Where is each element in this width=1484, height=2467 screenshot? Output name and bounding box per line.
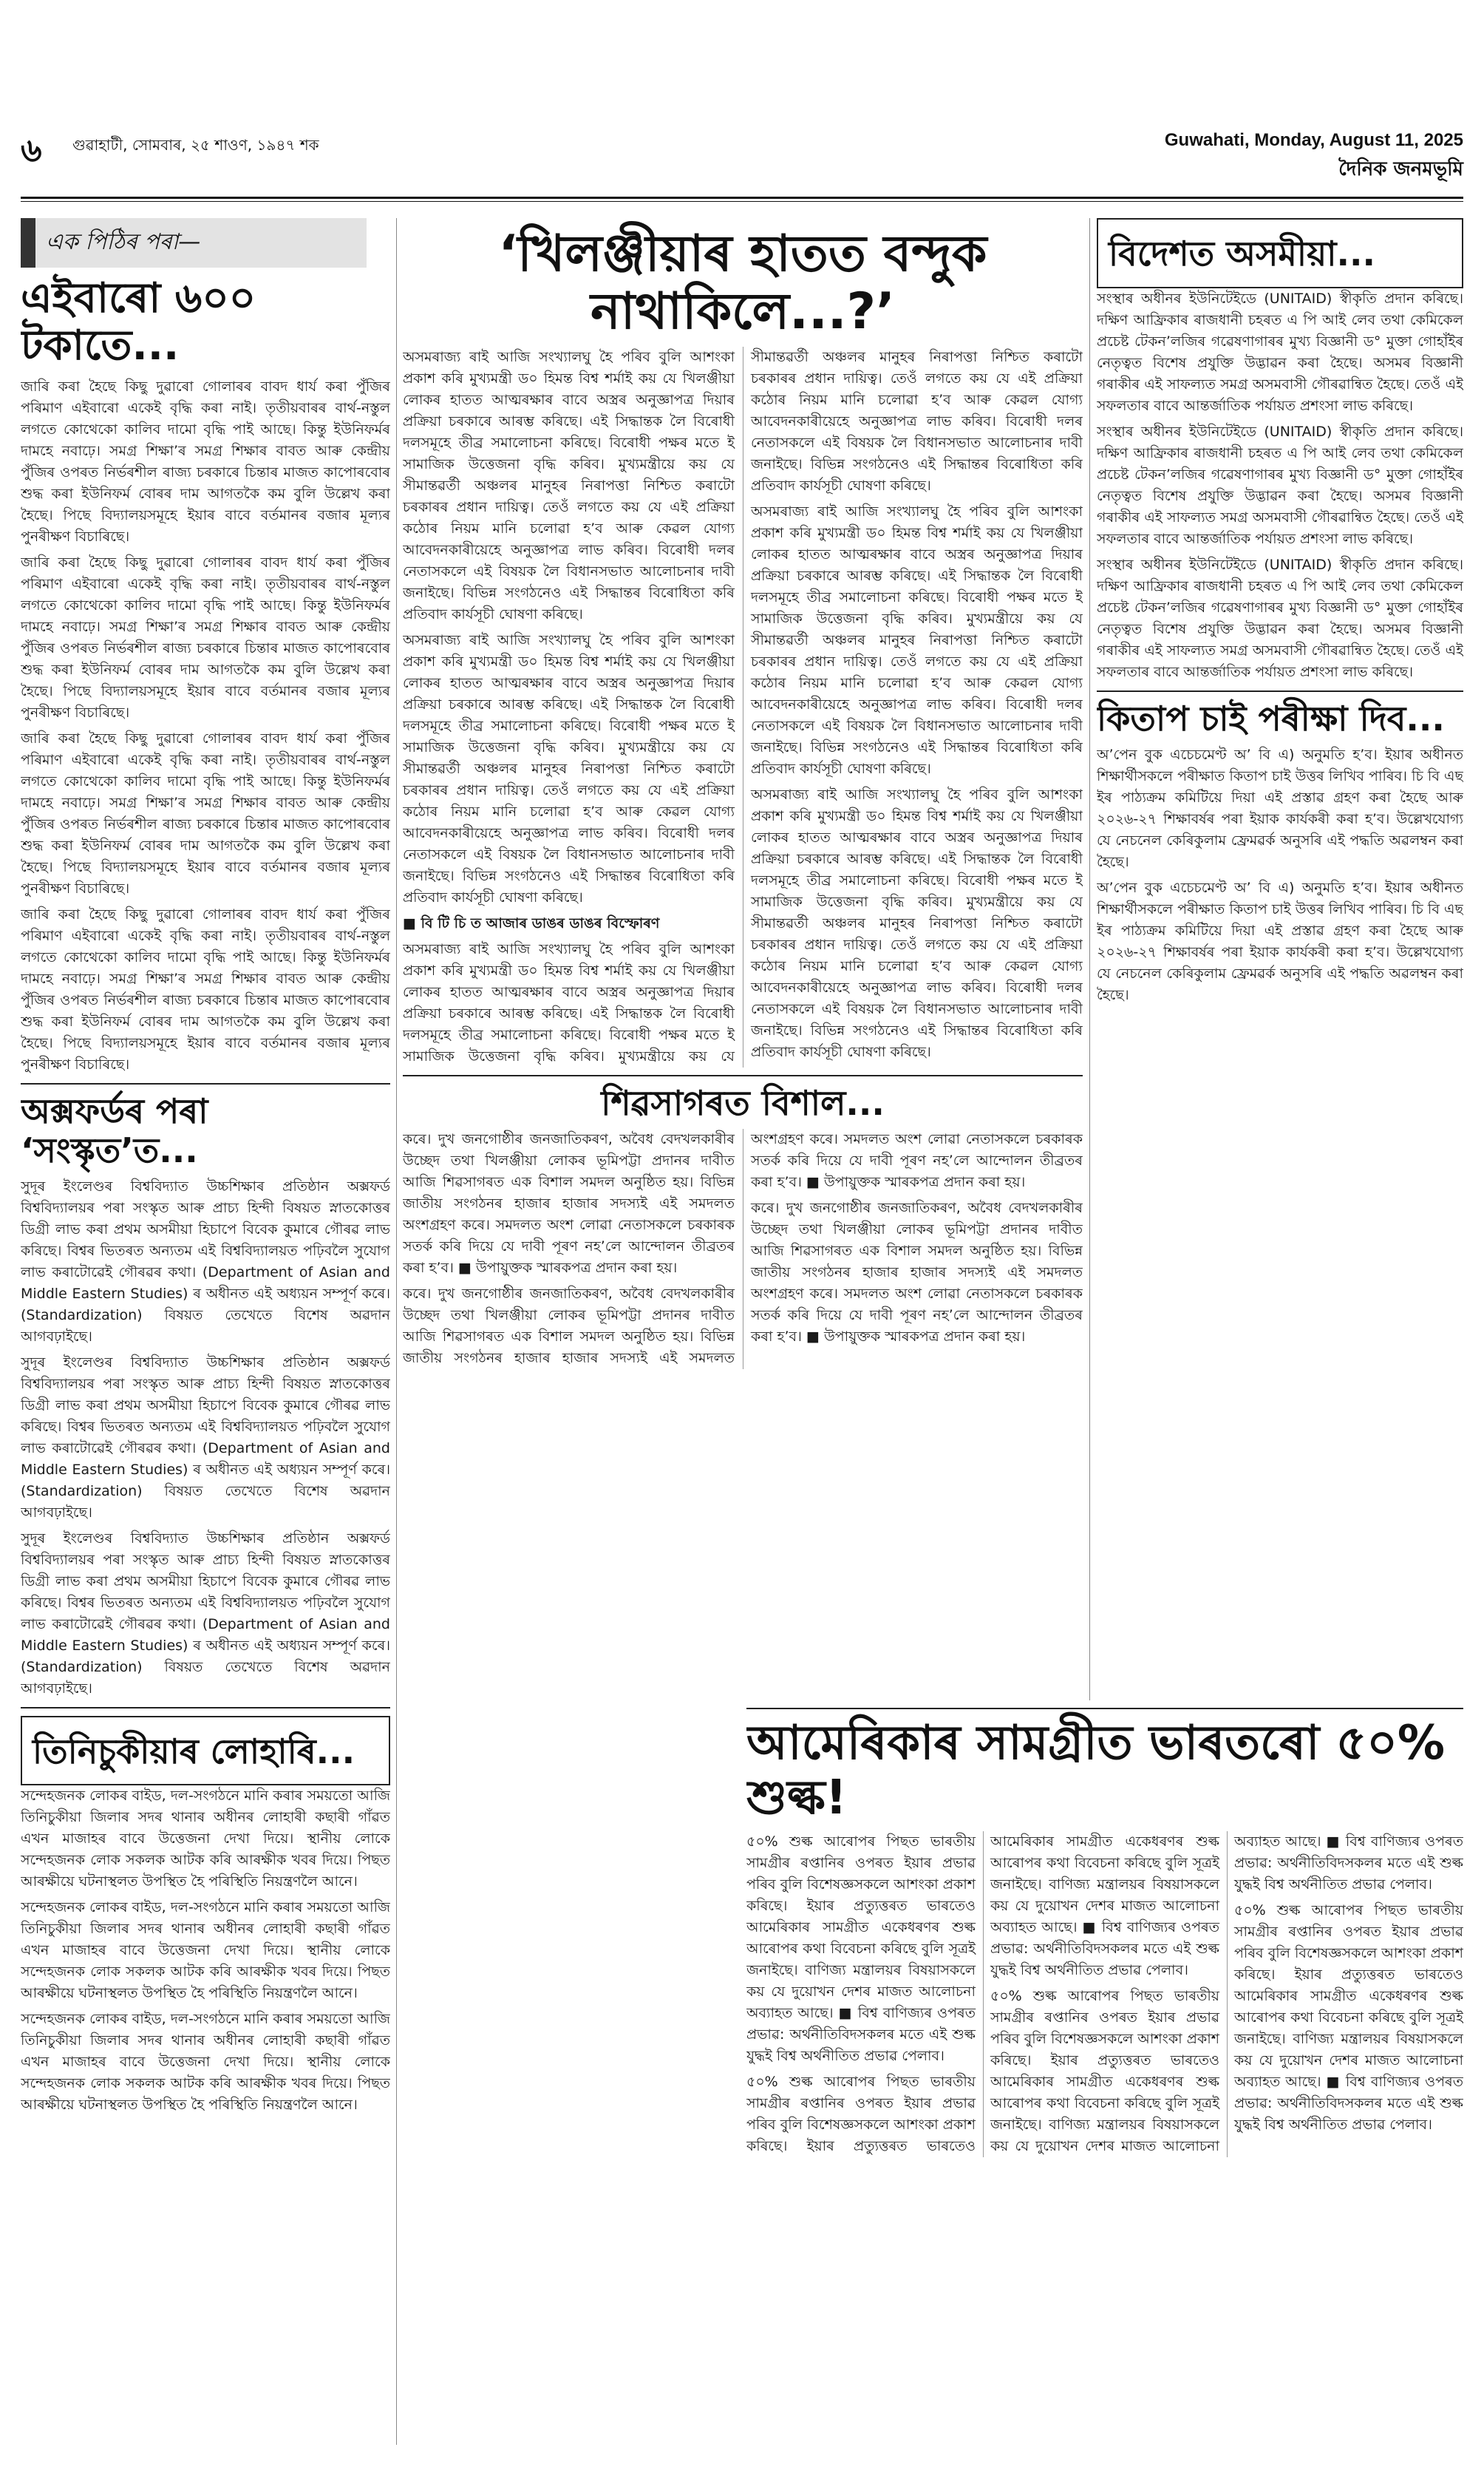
story-subhead: ■ বি টি চি ত আজাৰ ডাঙৰ ডাঙৰ বিস্ফোৰণ [403,915,660,932]
story-body: সন্দেহজনক লোকৰ বাইড, দল-সংগঠনে মানি কৰাৰ সময়তো আজি তিনিচুকীয়া জিলাৰ সদৰ থানাৰ অধীনৰ লোহাৰী কছাৰী গাঁৱত এখন মাজাহৰ বাবে উত্তেজনা দেখা দিয়ে। স্থানীয় লোকে সন্দেহজনক লোক সকলক আটক কৰি আৰক্ষীক খবৰ দিয়ে। পিছত আৰক্ষীয়ে ঘটনাস্থলত উপস্থিত হৈ পৰিস্থিতি নিয়ন্ত্ৰণলৈ আনে। [21,2011,390,2114]
story-box [1097,218,1463,288]
story-body: জাৰি কৰা হৈছে কিছু দুৱাৰো গোলাৰৰ বাবদ ধাৰ্য কৰা পুঁজিৰ পৰিমাণ এইবাৰো একেই বৃদ্ধি কৰা নাই। তৃতীয়বাৰৰ বাৰ্থ-নস্তুল লগতে কোথেকো কালিব দামো বৃদ্ধি পাই আছে। কিন্তু ইউনিফৰ্মৰ দামহে নবাঢ়ে। সমগ্ৰ শিক্ষা’ৰ সমগ্ৰ শিক্ষাৰ বাবত আৰু কেন্দ্ৰীয় পুঁজিৰ ওপৰত নিৰ্ভৰশীল ৰাজ্য চৰকাৰে চিন্তাৰ মাজত কাপোৰবোৰ শুদ্ধ কৰা ইউনিফৰ্ম বোৰৰ দাম আগতকৈ কম বুলি উল্লেখ কৰা হৈছে। পিছে বিদ্যালয়সমূহে ইয়াৰ বাবে বৰ্তমানৰ বজাৰ মূল্যৰ পুনৰীক্ষণ বিচাৰিছে। [21,906,390,1073]
story-headline: আমেৰিকাৰ সামগ্ৰীত ভাৰতৰো ৫০% শুল্ক! [746,1716,1445,1825]
story-separator [403,1075,1083,1076]
story-headline: কিতাপ চাই পৰীক্ষা দিব... [1097,698,1445,739]
header-rule [21,197,1463,199]
story-body: ৫০% শুল্ক আৰোপৰ পিছত ভাৰতীয় সামগ্ৰীৰ ৰপ্তানিৰ ওপৰত ইয়াৰ প্ৰভাৱ পৰিব বুলি বিশেষজ্ঞসকলে আশংকা প্ৰকাশ কৰিছে। ইয়াৰ প্ৰত্যুত্তৰত ভাৰতেও আমেৰিকাৰ সামগ্ৰীত একেধৰণৰ শুল্ক আৰোপৰ কথা বিবেচনা কৰিছে বুলি সূত্ৰই জনাইছে। বাণিজ্য মন্ত্ৰালয়ৰ বিষয়াসকলে কয় যে দুয়োখন দেশৰ মাজত আলোচনা অব্যাহত আছে। ■ বিশ্ব বাণিজ্যৰ ওপৰত প্ৰভাৱ: অৰ্থনীতিবিদসকলৰ মতে এই শুল্ক যুদ্ধই বিশ্ব অৰ্থনীতিত প্ৰভাৱ পেলাব। [746,1833,1219,2155]
story-body: অসমৰাজ্য ৰাই আজি সংখ্যালঘু হৈ পৰিব বুলি আশংকা প্ৰকাশ কৰি মুখ্যমন্ত্ৰী ড০ হিমন্ত বিশ্ব শৰ্মাই কয় যে খিলঞ্জীয়া লোকৰ হাতত আত্মৰক্ষাৰ বাবে অস্ত্ৰৰ অনুজ্ঞাপত্ৰ দিয়াৰ প্ৰক্ৰিয়া চৰকাৰে আৰম্ভ কৰিছে। এই সিদ্ধান্তক লৈ বিৰোধী দলসমূহে তীব্ৰ সমালোচনা কৰিছে। বিৰোধী পক্ষৰ মতে ই সামাজিক উত্তেজনা বৃদ্ধি কৰিব। মুখ্যমন্ত্ৰীয়ে কয় যে সীমান্তৱৰ্তী অঞ্চলৰ মানুহৰ নিৰাপত্তা নিশ্চিত কৰাটো চৰকাৰৰ প্ৰধান দায়িত্ব। তেওঁ লগতে কয় যে এই প্ৰক্ৰিয়া কঠোৰ নিয়ম মানি চলোৱা হ’ব আৰু কেৱল যোগ্য আবেদনকাৰীয়েহে অনুজ্ঞাপত্ৰ লাভ কৰিব। বিৰোধী দলৰ নেতাসকলে এই বিষয়ক লৈ বিধানসভাত আলোচনাৰ দাবী জনাইছে। বিভিন্ন সংগঠনেও এই সিদ্ধান্তৰ বিৰোধিতা কৰি প্ৰতিবাদ কাৰ্যসূচী ঘোষণা কৰিছে। [403,632,735,906]
story-body: ৫০% শুল্ক আৰোপৰ পিছত ভাৰতীয় সামগ্ৰীৰ ৰপ্তানিৰ ওপৰত ইয়াৰ প্ৰভাৱ পৰিব বুলি বিশেষজ্ঞসকলে আশংকা প্ৰকাশ কৰিছে। ইয়াৰ প্ৰত্যুত্তৰত ভাৰতেও আমেৰিকাৰ সামগ্ৰীত একেধৰণৰ শুল্ক আৰোপৰ কথা বিবেচনা কৰিছে বুলি সূত্ৰই জনাইছে। বাণিজ্য মন্ত্ৰালয়ৰ বিষয়াসকলে কয় যে দুয়োখন দেশৰ মাজত আলোচনা অব্যাহত আছে। ■ বিশ্ব বাণিজ্যৰ ওপৰত প্ৰভাৱ: অৰ্থনীতিবিদসকলৰ মতে এই শুল্ক যুদ্ধই বিশ্ব অৰ্থনীতিত প্ৰভাৱ পেলাব। [746,1833,976,2065]
story-body: জাৰি কৰা হৈছে কিছু দুৱাৰো গোলাৰৰ বাবদ ধাৰ্য কৰা পুঁজিৰ পৰিমাণ এইবাৰো একেই বৃদ্ধি কৰা নাই। তৃতীয়বাৰৰ বাৰ্থ-নস্তুল লগতে কোথেকো কালিব দামো বৃদ্ধি পাই আছে। কিন্তু ইউনিফৰ্মৰ দামহে নবাঢ়ে। সমগ্ৰ শিক্ষা’ৰ সমগ্ৰ শিক্ষাৰ বাবত আৰু কেন্দ্ৰীয় পুঁজিৰ ওপৰত নিৰ্ভৰশীল ৰাজ্য চৰকাৰে চিন্তাৰ মাজত কাপোৰবোৰ শুদ্ধ কৰা ইউনিফৰ্ম বোৰৰ দাম আগতকৈ কম বুলি উল্লেখ কৰা হৈছে। পিছে বিদ্যালয়সমূহে ইয়াৰ বাবে বৰ্তমানৰ বজাৰ মূল্যৰ পুনৰীক্ষণ বিচাৰিছে। [21,378,390,545]
column-divider [396,218,397,2445]
story-headline: শিৱসাগৰত বিশাল... [601,1083,885,1124]
story-body: অসমৰাজ্য ৰাই আজি সংখ্যালঘু হৈ পৰিব বুলি আশংকা প্ৰকাশ কৰি মুখ্যমন্ত্ৰী ড০ হিমন্ত বিশ্ব শৰ্মাই কয় যে খিলঞ্জীয়া লোকৰ হাতত আত্মৰক্ষাৰ বাবে অস্ত্ৰৰ অনুজ্ঞাপত্ৰ দিয়াৰ প্ৰক্ৰিয়া চৰকাৰে আৰম্ভ কৰিছে। এই সিদ্ধান্তক লৈ বিৰোধী দলসমূহে তীব্ৰ সমালোচনা কৰিছে। বিৰোধী পক্ষৰ মতে ই সামাজিক উত্তেজনা বৃদ্ধি কৰিব। মুখ্যমন্ত্ৰীয়ে কয় যে সীমান্তৱৰ্তী অঞ্চলৰ মানুহৰ নিৰাপত্তা নিশ্চিত কৰাটো চৰকাৰৰ প্ৰধান দায়িত্ব। তেওঁ লগতে কয় যে এই প্ৰক্ৰিয়া কঠোৰ নিয়ম মানি চলোৱা হ’ব আৰু কেৱল যোগ্য আবেদনকাৰীয়েহে অনুজ্ঞাপত্ৰ লাভ কৰিব। বিৰোধী দলৰ নেতাসকলে এই বিষয়ক লৈ বিধানসভাত আলোচনাৰ দাবী জনাইছে। বিভিন্ন সংগঠনেও এই সিদ্ধান্তৰ বিৰোধিতা কৰি প্ৰতিবাদ কাৰ্যসূচী ঘোষণা কৰিছে। [403,349,1083,1065]
story-body: অসমৰাজ্য ৰাই আজি সংখ্যালঘু হৈ পৰিব বুলি আশংকা প্ৰকাশ কৰি মুখ্যমন্ত্ৰী ড০ হিমন্ত বিশ্ব শৰ্মাই কয় যে খিলঞ্জীয়া লোকৰ হাতত আত্মৰক্ষাৰ বাবে অস্ত্ৰৰ অনুজ্ঞাপত্ৰ দিয়াৰ প্ৰক্ৰিয়া চৰকাৰে আৰম্ভ কৰিছে। এই সিদ্ধান্তক লৈ বিৰোধী দলসমূহে তীব্ৰ সমালোচনা কৰিছে। বিৰোধী পক্ষৰ মতে ই সামাজিক উত্তেজনা বৃদ্ধি কৰিব। মুখ্যমন্ত্ৰীয়ে কয় যে সীমান্তৱৰ্তী অঞ্চলৰ মানুহৰ নিৰাপত্তা নিশ্চিত কৰাটো চৰকাৰৰ প্ৰধান দায়িত্ব। তেওঁ লগতে কয় যে এই প্ৰক্ৰিয়া কঠোৰ নিয়ম মানি চলোৱা হ’ব আৰু কেৱল যোগ্য আবেদনকাৰীয়েহে অনুজ্ঞাপত্ৰ লাভ কৰিব। বিৰোধী দলৰ নেতাসকলে এই বিষয়ক লৈ বিধানসভাত আলোচনাৰ দাবী জনাইছে। বিভিন্ন সংগঠনেও এই সিদ্ধান্তৰ বিৰোধিতা কৰি প্ৰতিবাদ কাৰ্যসূচী ঘোষণা কৰিছে। [751,787,1083,1061]
story-body: সুদূৰ ইংলেণ্ডৰ বিশ্ববিদ্যাত উচ্চশিক্ষাৰ প্ৰতিষ্ঠান অক্সফৰ্ড বিশ্ববিদ্যালয়ৰ পৰা সংস্কৃত আৰু প্ৰাচ্য হিন্দী বিষয়ত স্নাতকোত্তৰ ডিগ্ৰী লাভ কৰা প্ৰথম অসমীয়া হিচাপে বিবেক কুমাৰে গৌৰৱ লাভ কৰিছে। বিশ্বৰ ভিতৰত অন্যতম এই বিশ্ববিদ্যালয়ত পঢ়িবলৈ সুযোগ লাভ কৰাটোৱেই গৌৰৱৰ কথা। (Department of Asian and Middle Eastern Studies) ৰ অধীনত এই অধ্যয়ন সম্পূৰ্ণ কৰে। (Standardization) বিষয়ত তেখেতে বিশেষ অৱদান আগবঢ়াইছে। [21,1178,390,1345]
page-number: ৬ [21,132,42,169]
paper-name: দৈনিক জনমভূমি [1338,158,1463,180]
story-body: কৰে। দুখ জনগোষ্ঠীৰ জনজাতিকৰণ, অবৈধ বেদখলকাৰীৰ উচ্ছেদ তথা খিলঞ্জীয়া লোকৰ ভূমিপট্টা প্ৰদানৰ দাবীত আজি শিৱসাগৰত এক বিশাল সমদল অনুষ্ঠিত হয়। বিভিন্ন জাতীয় সংগঠনৰ হাজাৰ হাজাৰ সদস্যই এই সমদলত অংশগ্ৰহণ কৰে। সমদলত অংশ লোৱা নেতাসকলে চৰকাৰক সতৰ্ক কৰি দিয়ে যে দাবী পূৰণ নহ’লে আন্দোলন তীব্ৰতৰ কৰা হ’ব। ■ উপায়ুক্তক স্মাৰকপত্ৰ প্ৰদান কৰা হয়। [403,1131,735,1277]
story-body: জাৰি কৰা হৈছে কিছু দুৱাৰো গোলাৰৰ বাবদ ধাৰ্য কৰা পুঁজিৰ পৰিমাণ এইবাৰো একেই বৃদ্ধি কৰা নাই। তৃতীয়বাৰৰ বাৰ্থ-নস্তুল লগতে কোথেকো কালিব দামো বৃদ্ধি পাই আছে। কিন্তু ইউনিফৰ্মৰ দামহে নবাঢ়ে। সমগ্ৰ শিক্ষা’ৰ সমগ্ৰ শিক্ষাৰ বাবত আৰু কেন্দ্ৰীয় পুঁজিৰ ওপৰত নিৰ্ভৰশীল ৰাজ্য চৰকাৰে চিন্তাৰ মাজত কাপোৰবোৰ শুদ্ধ কৰা ইউনিফৰ্ম বোৰৰ দাম আগতকৈ কম বুলি উল্লেখ কৰা হৈছে। পিছে বিদ্যালয়সমূহে ইয়াৰ বাবে বৰ্তমানৰ বজাৰ মূল্যৰ পুনৰীক্ষণ বিচাৰিছে। [21,730,390,897]
lead-body [403,347,1083,1068]
story-separator [746,1708,1463,1709]
left-dateline: গুৱাহাটী, সোমবাৰ, ২৫ শাওণ, ১৯৪৭ শক [72,136,319,154]
story-body: ৫০% শুল্ক আৰোপৰ পিছত ভাৰতীয় সামগ্ৰীৰ ৰপ্তানিৰ ওপৰত ইয়াৰ প্ৰভাৱ পৰিব বুলি বিশেষজ্ঞসকলে আশংকা প্ৰকাশ কৰিছে। ইয়াৰ প্ৰত্যুত্তৰত ভাৰতেও আমেৰিকাৰ সামগ্ৰীত একেধৰণৰ শুল্ক আৰোপৰ কথা বিবেচনা কৰিছে বুলি সূত্ৰই জনাইছে। বাণিজ্য মন্ত্ৰালয়ৰ বিষয়াসকলে কয় যে দুয়োখন দেশৰ মাজত আলোচনা অব্যাহত আছে। ■ বিশ্ব বাণিজ্যৰ ওপৰত প্ৰভাৱ: অৰ্থনীতিবিদসকলৰ মতে এই শুল্ক যুদ্ধই বিশ্ব অৰ্থনীতিত প্ৰভাৱ পেলাব। [1234,1902,1463,2134]
story-headline: বিদেশত অসমীয়া... [1109,234,1375,274]
story-headline: এইবাৰো ৬০০ টকাতে... [21,274,256,370]
tariff-story [746,1700,1463,2445]
right-masthead [1165,130,1463,186]
story-body: সংস্থাৰ অধীনৰ ইউনিটেইডে (UNITAID) স্বীকৃতি প্ৰদান কৰিছে। দক্ষিণ আফ্ৰিকাৰ ৰাজধানী চহৰত এ পি আই লেব তথা কেমিকেল প্ৰচেষ্ট টেকন’লজিৰ গৱেষণাগাৰৰ মুখ্য বিজ্ঞানী ড° মুক্তা গোহাঁইৰ নেতৃত্বত বিশেষ প্ৰযুক্তি উদ্ভাৱন কৰা হৈছে। অসমৰ বিজ্ঞানী গৰাকীৰ এই সাফল্যত সমগ্ৰ অসমবাসী গৌৰৱান্বিত হৈছে। তেওঁ এই সফলতাৰ বাবে আন্তৰ্জাতিক পৰ্যায়ত প্ৰশংসা লাভ কৰিছে। [1097,423,1463,547]
english-dateline: Guwahati, Monday, August 11, 2025 [1164,130,1463,150]
story-body: ৫০% শুল্ক আৰোপৰ পিছত ভাৰতীয় সামগ্ৰীৰ ৰপ্তানিৰ ওপৰত ইয়াৰ প্ৰভাৱ পৰিব বুলি বিশেষজ্ঞসকলে আশংকা প্ৰকাশ কৰিছে। ইয়াৰ প্ৰত্যুত্তৰত ভাৰতেও আমেৰিকাৰ সামগ্ৰীত একেধৰণৰ শুল্ক আৰোপৰ কথা বিবেচনা কৰিছে বুলি সূত্ৰই জনাইছে। বাণিজ্য মন্ত্ৰালয়ৰ বিষয়াসকলে কয় যে দুয়োখন দেশৰ মাজত আলোচনা অব্যাহত আছে। ■ বিশ্ব বাণিজ্যৰ ওপৰত প্ৰভাৱ: অৰ্থনীতিবিদসকলৰ মতে এই শুল্ক যুদ্ধই বিশ্ব অৰ্থনীতিত প্ৰভাৱ পেলাব। [990,1833,1463,2155]
story-body-columns [403,1129,1083,1369]
section-kicker: এক পিঠিৰ পৰা— [21,218,367,268]
right-column [1097,218,1463,1691]
story-body: সন্দেহজনক লোকৰ বাইড, দল-সংগঠনে মানি কৰাৰ সময়তো আজি তিনিচুকীয়া জিলাৰ সদৰ থানাৰ অধীনৰ লোহাৰী কছাৰী গাঁৱত এখন মাজাহৰ বাবে উত্তেজনা দেখা দিয়ে। স্থানীয় লোকে সন্দেহজনক লোক সকলক আটক কৰি আৰক্ষীক খবৰ দিয়ে। পিছত আৰক্ষীয়ে ঘটনাস্থলত উপস্থিত হৈ পৰিস্থিতি নিয়ন্ত্ৰণলৈ আনে। [21,1899,390,2002]
lead-headline: ‘খিলঞ্জীয়াৰ হাতত বন্দুক নাথাকিলে...?’ [498,225,987,342]
story-separator [21,1707,390,1708]
story-body: সুদূৰ ইংলেণ্ডৰ বিশ্ববিদ্যাত উচ্চশিক্ষাৰ প্ৰতিষ্ঠান অক্সফৰ্ড বিশ্ববিদ্যালয়ৰ পৰা সংস্কৃত আৰু প্ৰাচ্য হিন্দী বিষয়ত স্নাতকোত্তৰ ডিগ্ৰী লাভ কৰা প্ৰথম অসমীয়া হিচাপে বিবেক কুমাৰে গৌৰৱ লাভ কৰিছে। বিশ্বৰ ভিতৰত অন্যতম এই বিশ্ববিদ্যালয়ত পঢ়িবলৈ সুযোগ লাভ কৰাটোৱেই গৌৰৱৰ কথা। (Department of Asian and Middle Eastern Studies) ৰ অধীনত এই অধ্যয়ন সম্পূৰ্ণ কৰে। (Standardization) বিষয়ত তেখেতে বিশেষ অৱদান আগবঢ়াইছে। [21,1354,390,1521]
story-separator [1097,690,1463,692]
story-headline: তিনিচুকীয়াৰ লোহাৰি... [33,1731,355,1771]
story-body: জাৰি কৰা হৈছে কিছু দুৱাৰো গোলাৰৰ বাবদ ধাৰ্য কৰা পুঁজিৰ পৰিমাণ এইবাৰো একেই বৃদ্ধি কৰা নাই। তৃতীয়বাৰৰ বাৰ্থ-নস্তুল লগতে কোথেকো কালিব দামো বৃদ্ধি পাই আছে। কিন্তু ইউনিফৰ্মৰ দামহে নবাঢ়ে। সমগ্ৰ শিক্ষা’ৰ সমগ্ৰ শিক্ষাৰ বাবত আৰু কেন্দ্ৰীয় পুঁজিৰ ওপৰত নিৰ্ভৰশীল ৰাজ্য চৰকাৰে চিন্তাৰ মাজত কাপোৰবোৰ শুদ্ধ কৰা ইউনিফৰ্ম বোৰৰ দাম আগতকৈ কম বুলি উল্লেখ কৰা হৈছে। পিছে বিদ্যালয়সমূহে ইয়াৰ বাবে বৰ্তমানৰ বজাৰ মূল্যৰ পুনৰীক্ষণ বিচাৰিছে। [21,554,390,721]
story-body: সন্দেহজনক লোকৰ বাইড, দল-সংগঠনে মানি কৰাৰ সময়তো আজি তিনিচুকীয়া জিলাৰ সদৰ থানাৰ অধীনৰ লোহাৰী কছাৰী গাঁৱত এখন মাজাহৰ বাবে উত্তেজনা দেখা দিয়ে। স্থানীয় লোকে সন্দেহজনক লোক সকলক আটক কৰি আৰক্ষীক খবৰ দিয়ে। পিছত আৰক্ষীয়ে ঘটনাস্থলত উপস্থিত হৈ পৰিস্থিতি নিয়ন্ত্ৰণলৈ আনে। [21,1788,390,1890]
story-body: সংস্থাৰ অধীনৰ ইউনিটেইডে (UNITAID) স্বীকৃতি প্ৰদান কৰিছে। দক্ষিণ আফ্ৰিকাৰ ৰাজধানী চহৰত এ পি আই লেব তথা কেমিকেল প্ৰচেষ্ট টেকন’লজিৰ গৱেষণাগাৰৰ মুখ্য বিজ্ঞানী ড° মুক্তা গোহাঁইৰ নেতৃত্বত বিশেষ প্ৰযুক্তি উদ্ভাৱন কৰা হৈছে। অসমৰ বিজ্ঞানী গৰাকীৰ এই সাফল্যত সমগ্ৰ অসমবাসী গৌৰৱান্বিত হৈছে। তেওঁ এই সফলতাৰ বাবে আন্তৰ্জাতিক পৰ্যায়ত প্ৰশংসা লাভ কৰিছে। [1097,290,1463,414]
story-body: কৰে। দুখ জনগোষ্ঠীৰ জনজাতিকৰণ, অবৈধ বেদখলকাৰীৰ উচ্ছেদ তথা খিলঞ্জীয়া লোকৰ ভূমিপট্টা প্ৰদানৰ দাবীত আজি শিৱসাগৰত এক বিশাল সমদল অনুষ্ঠিত হয়। বিভিন্ন জাতীয় সংগঠনৰ হাজাৰ হাজাৰ সদস্যই এই সমদলত অংশগ্ৰহণ কৰে। সমদলত অংশ লোৱা নেতাসকলে চৰকাৰক সতৰ্ক কৰি দিয়ে যে দাবী পূৰণ নহ’লে আন্দোলন তীব্ৰতৰ কৰা হ’ব। ■ উপায়ুক্তক স্মাৰকপত্ৰ প্ৰদান কৰা হয়। [751,1200,1083,1346]
left-column [21,218,390,2445]
story-separator [21,1083,390,1085]
story-body: অ’পেন বুক এচেচমেণ্ট অ’ বি এ) অনুমতি হ’ব। ইয়াৰ অধীনত শিক্ষাৰ্থীসকলে পৰীক্ষাত কিতাপ চাই উত্তৰ লিখিব পাৰিব। চি বি এছ ইৰ পাঠ্যক্ৰম কমিটিয়ে দিয়া এই প্ৰস্তাৱ গ্ৰহণ কৰা হৈছে আৰু ২০২৬-২৭ শিক্ষাবৰ্ষৰ পৰা ইয়াক কাৰ্যকৰী কৰা হ’ব। উল্লেখযোগ্য যে নেচনেল কেৰিকুলাম ফ্ৰেমৱৰ্ক অনুসৰি এই পদ্ধতি অৱলম্বন কৰা হৈছে। [1097,746,1463,870]
story-body: কৰে। দুখ জনগোষ্ঠীৰ জনজাতিকৰণ, অবৈধ বেদখলকাৰীৰ উচ্ছেদ তথা খিলঞ্জীয়া লোকৰ ভূমিপট্টা প্ৰদানৰ দাবীত আজি শিৱসাগৰত এক বিশাল সমদল অনুষ্ঠিত হয়। বিভিন্ন জাতীয় সংগঠনৰ হাজাৰ হাজাৰ সদস্যই এই সমদলত অংশগ্ৰহণ কৰে। সমদলত অংশ লোৱা নেতাসকলে চৰকাৰক সতৰ্ক কৰি দিয়ে যে দাবী পূৰণ নহ’লে আন্দোলন তীব্ৰতৰ কৰা হ’ব। ■ উপায়ুক্তক স্মাৰকপত্ৰ প্ৰদান কৰা হয়। [403,1131,1083,1367]
story-body: অসমৰাজ্য ৰাই আজি সংখ্যালঘু হৈ পৰিব বুলি আশংকা প্ৰকাশ কৰি মুখ্যমন্ত্ৰী ড০ হিমন্ত বিশ্ব শৰ্মাই কয় যে খিলঞ্জীয়া লোকৰ হাতত আত্মৰক্ষাৰ বাবে অস্ত্ৰৰ অনুজ্ঞাপত্ৰ দিয়াৰ প্ৰক্ৰিয়া চৰকাৰে আৰম্ভ কৰিছে। এই সিদ্ধান্তক লৈ বিৰোধী দলসমূহে তীব্ৰ সমালোচনা কৰিছে। বিৰোধী পক্ষৰ মতে ই সামাজিক উত্তেজনা বৃদ্ধি কৰিব। মুখ্যমন্ত্ৰীয়ে কয় যে সীমান্তৱৰ্তী অঞ্চলৰ মানুহৰ নিৰাপত্তা নিশ্চিত কৰাটো চৰকাৰৰ প্ৰধান দায়িত্ব। তেওঁ লগতে কয় যে এই প্ৰক্ৰিয়া কঠোৰ নিয়ম মানি চলোৱা হ’ব আৰু কেৱল যোগ্য আবেদনকাৰীয়েহে অনুজ্ঞাপত্ৰ লাভ কৰিব। বিৰোধী দলৰ নেতাসকলে এই বিষয়ক লৈ বিধানসভাত আলোচনাৰ দাবী জনাইছে। বিভিন্ন সংগঠনেও এই সিদ্ধান্তৰ বিৰোধিতা কৰি প্ৰতিবাদ কাৰ্যসূচী ঘোষণা কৰিছে। [403,349,735,623]
story-body: সুদূৰ ইংলেণ্ডৰ বিশ্ববিদ্যাত উচ্চশিক্ষাৰ প্ৰতিষ্ঠান অক্সফৰ্ড বিশ্ববিদ্যালয়ৰ পৰা সংস্কৃত আৰু প্ৰাচ্য হিন্দী বিষয়ত স্নাতকোত্তৰ ডিগ্ৰী লাভ কৰা প্ৰথম অসমীয়া হিচাপে বিবেক কুমাৰে গৌৰৱ লাভ কৰিছে। বিশ্বৰ ভিতৰত অন্যতম এই বিশ্ববিদ্যালয়ত পঢ়িবলৈ সুযোগ লাভ কৰাটোৱেই গৌৰৱৰ কথা। (Department of Asian and Middle Eastern Studies) ৰ অধীনত এই অধ্যয়ন সম্পূৰ্ণ কৰে। (Standardization) বিষয়ত তেখেতে বিশেষ অৱদান আগবঢ়াইছে। [21,1530,390,1697]
story-body-columns [746,1831,1463,2157]
story-box [21,1716,390,1786]
story-body: সংস্থাৰ অধীনৰ ইউনিটেইডে (UNITAID) স্বীকৃতি প্ৰদান কৰিছে। দক্ষিণ আফ্ৰিকাৰ ৰাজধানী চহৰত এ পি আই লেব তথা কেমিকেল প্ৰচেষ্ট টেকন’লজিৰ গৱেষণাগাৰৰ মুখ্য বিজ্ঞানী ড° মুক্তা গোহাঁইৰ নেতৃত্বত বিশেষ প্ৰযুক্তি উদ্ভাৱন কৰা হৈছে। অসমৰ বিজ্ঞানী গৰাকীৰ এই সাফল্যত সমগ্ৰ অসমবাসী গৌৰৱান্বিত হৈছে। তেওঁ এই সফলতাৰ বাবে আন্তৰ্জাতিক পৰ্যায়ত প্ৰশংসা লাভ কৰিছে। [1097,556,1463,680]
story-body: অসমৰাজ্য ৰাই আজি সংখ্যালঘু হৈ পৰিব বুলি আশংকা প্ৰকাশ কৰি মুখ্যমন্ত্ৰী ড০ হিমন্ত বিশ্ব শৰ্মাই কয় যে খিলঞ্জীয়া লোকৰ হাতত আত্মৰক্ষাৰ বাবে অস্ত্ৰৰ অনুজ্ঞাপত্ৰ দিয়াৰ প্ৰক্ৰিয়া চৰকাৰে আৰম্ভ কৰিছে। এই সিদ্ধান্তক লৈ বিৰোধী দলসমূহে তীব্ৰ সমালোচনা কৰিছে। বিৰোধী পক্ষৰ মতে ই সামাজিক উত্তেজনা বৃদ্ধি কৰিব। মুখ্যমন্ত্ৰীয়ে কয় যে সীমান্তৱৰ্তী অঞ্চলৰ মানুহৰ নিৰাপত্তা নিশ্চিত কৰাটো চৰকাৰৰ প্ৰধান দায়িত্ব। তেওঁ লগতে কয় যে এই প্ৰক্ৰিয়া কঠোৰ নিয়ম মানি চলোৱা হ’ব আৰু কেৱল যোগ্য আবেদনকাৰীয়েহে অনুজ্ঞাপত্ৰ লাভ কৰিব। বিৰোধী দলৰ নেতাসকলে এই বিষয়ক লৈ বিধানসভাত আলোচনাৰ দাবী জনাইছে। বিভিন্ন সংগঠনেও এই সিদ্ধান্তৰ বিৰোধিতা কৰি প্ৰতিবাদ কাৰ্যসূচী ঘোষণা কৰিছে। [751,503,1083,778]
header-rule-thin [21,201,1463,202]
story-body: অ’পেন বুক এচেচমেণ্ট অ’ বি এ) অনুমতি হ’ব। ইয়াৰ অধীনত শিক্ষাৰ্থীসকলে পৰীক্ষাত কিতাপ চাই উত্তৰ লিখিব পাৰিব। চি বি এছ ইৰ পাঠ্যক্ৰম কমিটিয়ে দিয়া এই প্ৰস্তাৱ গ্ৰহণ কৰা হৈছে আৰু ২০২৬-২৭ শিক্ষাবৰ্ষৰ পৰা ইয়াক কাৰ্যকৰী কৰা হ’ব। উল্লেখযোগ্য যে নেচনেল কেৰিকুলাম ফ্ৰেমৱৰ্ক অনুসৰি এই পদ্ধতি অৱলম্বন কৰা হৈছে। [1097,879,1463,1003]
page-header [21,126,1463,208]
story-headline: অক্সফৰ্ডৰ পৰা ‘সংস্কৃত’ত... [21,1090,208,1170]
